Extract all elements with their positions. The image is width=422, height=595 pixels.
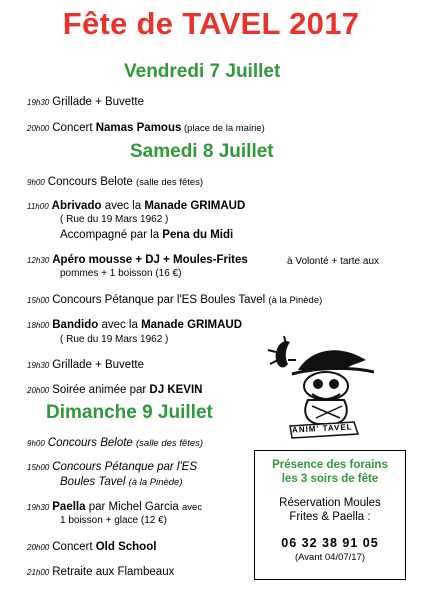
- info-deadline: (Avant 04/07/17): [294, 552, 366, 563]
- event-time: 20h00: [27, 124, 50, 133]
- event-location: (à la Pinède): [268, 295, 323, 306]
- event-accompaniment: [60, 228, 233, 242]
- event-time: 11h00: [27, 202, 49, 211]
- event-text: Concert: [52, 541, 96, 553]
- info-forains: [255, 458, 405, 486]
- event-time: 9h00: [27, 439, 45, 448]
- event-text: Concours Pétanque par l'ES: [52, 461, 198, 473]
- event-title: Apéro mousse + DJ + Moules-Frites: [52, 254, 248, 266]
- event-price: 1 boisson + glace (12 €): [60, 515, 168, 526]
- event-text: avec: [182, 502, 203, 513]
- info-phone: 06 32 38 91 05: [281, 536, 379, 550]
- event-text: Retraite aux Flambeaux: [52, 566, 175, 578]
- event-text: Soirée animée par: [52, 384, 150, 396]
- event-friday-grill: [27, 95, 144, 110]
- event-detail: à Volonté + tarte aux: [287, 256, 380, 267]
- event-text: avec la: [101, 200, 145, 212]
- event-text: Concours Belote: [47, 437, 137, 449]
- event-time: 21h00: [27, 568, 50, 577]
- event-text: Boules Tavel: [60, 476, 129, 488]
- info-forains-line1: Présence des forains: [272, 459, 388, 471]
- logo-text: ANIM' TAVEL: [291, 422, 353, 435]
- info-reservation: [255, 496, 405, 524]
- event-time: 19h30: [27, 361, 50, 370]
- event-sunday-concert: [27, 540, 156, 555]
- event-text: Accompagné par la: [60, 229, 163, 241]
- day-heading-saturday: Samedi 8 Juillet: [130, 141, 274, 162]
- event-text: avec la: [98, 319, 142, 331]
- event-band-name: Namas Pamous: [95, 122, 182, 134]
- event-manade: Manade GRIMAUD: [141, 319, 243, 331]
- event-text: Grillade + Buvette: [52, 359, 144, 371]
- event-time: 20h00: [27, 543, 50, 552]
- event-text: Concours Pétanque par l'ES Boules Tavel: [52, 294, 269, 306]
- event-sunday-petanque: [27, 460, 197, 475]
- page-title: Fête de TAVEL 2017: [62, 6, 360, 41]
- event-title: Paella: [52, 501, 86, 513]
- event-saturday-apero: [27, 253, 248, 268]
- event-text: par Michel Garcia: [85, 501, 183, 513]
- event-text: Concours Belote: [47, 176, 137, 188]
- event-saturday-abrivado: [27, 199, 245, 214]
- event-pena: Pena du Midi: [162, 229, 234, 241]
- event-manade: Manade GRIMAUD: [144, 200, 246, 212]
- event-sunday-paella: [27, 500, 202, 515]
- event-location: (salle des fêtes): [136, 177, 204, 188]
- event-time: 19h30: [27, 503, 50, 512]
- info-forains-line2: les 3 soirs de fête: [281, 473, 379, 485]
- event-time: 20h00: [27, 386, 50, 395]
- event-saturday-grill: [27, 358, 144, 373]
- event-dj-name: DJ KEVIN: [149, 384, 203, 396]
- event-time: 9h00: [27, 178, 45, 187]
- event-location: (salle des fêtes): [136, 438, 204, 449]
- event-time: 18h00: [27, 321, 50, 330]
- event-saturday-dj: [27, 383, 202, 398]
- event-sunday-petanque-line2: [60, 475, 183, 490]
- info-reservation-line1: Réservation Moules: [279, 497, 381, 509]
- info-box: [254, 450, 406, 580]
- event-location: (à la Pinède): [128, 477, 183, 488]
- event-price: pommes + 1 boisson (16 €): [60, 268, 182, 279]
- event-time: 12h30: [27, 256, 50, 265]
- event-time: 19h30: [27, 98, 50, 107]
- event-band-name: Old School: [95, 541, 157, 553]
- event-saturday-petanque: [27, 293, 322, 308]
- event-address: ( Rue du 19 Mars 1962 ): [60, 334, 169, 345]
- event-location: (place de la mairie): [181, 123, 265, 134]
- event-title: Bandido: [52, 319, 99, 331]
- event-saturday-belote: [27, 175, 203, 190]
- event-sunday-belote: [27, 436, 203, 451]
- event-time: 15h00: [27, 463, 50, 472]
- event-address: ( Rue du 19 Mars 1962 ): [60, 214, 169, 225]
- day-heading-sunday: Dimanche 9 Juillet: [46, 402, 213, 423]
- info-reservation-line2: Frites & Paella :: [289, 511, 371, 523]
- event-time: 15h00: [27, 296, 50, 305]
- event-title: Abrivado: [51, 200, 102, 212]
- event-friday-concert: [27, 121, 265, 136]
- event-text: Concert: [52, 122, 96, 134]
- event-sunday-retraite: [27, 565, 174, 580]
- event-saturday-bandido: [27, 318, 242, 333]
- event-text: Grillade + Buvette: [52, 96, 144, 108]
- day-heading-friday: Vendredi 7 Juillet: [124, 61, 281, 82]
